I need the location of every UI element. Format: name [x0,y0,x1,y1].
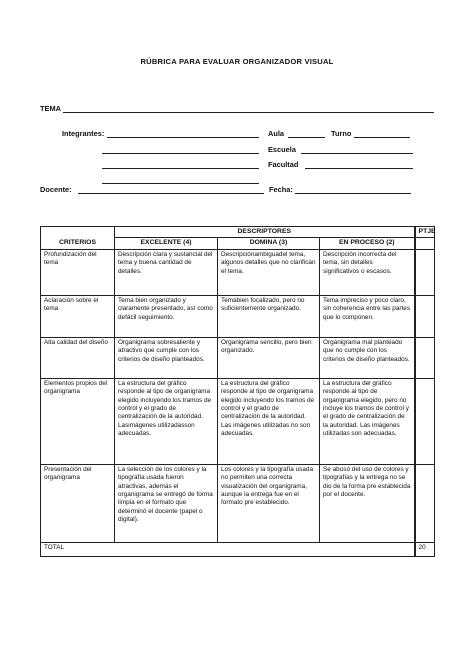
ptje-empty-header [415,238,435,249]
score-cell [415,337,435,378]
descriptor-cell: Se abusó del uso de colores y tipografías y la entrega no se dio de la forma pre establecida por el docente. [320,464,415,542]
integrantes-label: Integrantes: [62,129,105,138]
descriptor-cell: La estructura del gráfico responde al tipo de organigrama elegido incluyendo los tramos de control y el grado de centralización de la autoridad. Las imágenes utilizadas no son adecuadas. [218,378,320,464]
table-row [41,249,435,295]
descriptor-cell: Tema impreciso y poco claro, sin coherencia entre las partes que lo componen. [320,295,415,337]
criterion-cell: Alta calidad del diseño [41,337,115,378]
score-cell [415,378,435,464]
facultad-label: Facultad [268,160,299,169]
fecha-label: Fecha: [269,185,293,194]
descriptor-cell: La selección de los colores y la tipografía usada fueron atractivas, además el organigrama se entregó de forma limpia en el formato que determinó el docente (papel o digital). [115,464,218,542]
ptje-header: PTJE [415,227,435,238]
descriptor-cell: Descripción incorrecta del tema, sin detalles significativos o escasos. [320,249,415,295]
descriptor-cell: Organigrama mal planteado que no cumple con los criterios de diseño planteados. [320,337,415,378]
fecha-line [295,193,411,194]
score-cell [415,464,435,542]
level-header-excelente: EXCELENTE (4) [115,238,218,249]
escuela-label: Escuela [268,145,296,154]
criterion-cell: Aclaración sobre el tema [41,295,115,337]
descriptor-cell: La estructura del gráfico responde al tipo de organigrama elegido incluyendo los tramos de control y el grado de centralización de la autoridad. Lasimágenes utilizadasson adecuadas. [115,378,218,464]
score-cell [415,249,435,295]
score-cell [415,295,435,337]
descriptor-cell: Organigrama sobresaliente y atractivo que cumple con los criterios de diseño planteados. [115,337,218,378]
facultad-line [305,168,413,169]
rubric-table [40,226,435,557]
integrantes-line-1 [107,137,259,138]
criterion-cell: Presentación del organigrama [41,464,115,542]
docente-label: Docente: [40,185,72,194]
descriptores-header: DESCRIPTORES [115,227,415,238]
table-row [41,337,435,378]
turno-label: Turno [331,129,352,138]
docente-line [78,193,264,194]
integrantes-line-3 [102,168,259,169]
tema-label: TEMA [40,104,61,113]
level-header-en-proceso: EN PROCESO (2) [320,238,415,249]
criterion-cell: Profundización del tema [41,249,115,295]
criterios-header: CRITERIOS [41,238,115,249]
descriptor-cell: Descripción clara y sustancial del tema y buena cantidad de detalles. [115,249,218,295]
table-row [41,378,435,464]
aula-line [288,137,325,138]
document-title: RÚBRICA PARA EVALUAR ORGANIZADOR VISUAL [140,57,334,66]
table-row [41,464,435,542]
descriptor-cell: Tema bien organizado y claramente presentado, así como defácil seguimiento. [115,295,218,337]
total-row [41,542,435,556]
integrantes-line-2 [102,153,259,154]
corner-cell [41,227,115,238]
escuela-line [301,153,413,154]
descriptor-cell: Organigrama sencillo, pero bien organizado. [218,337,320,378]
descriptor-cell: Temabien focalizado, pero no suficientemente organizado. [218,295,320,337]
table-row [41,295,435,337]
descriptor-cell: La estructura del gráfico responde al tipo de organigrama elegido, pero no incluye los tramos de control y el grado de centralización de la autoridad. Las imágenes utilizadas son adecuadas. [320,378,415,464]
aula-label: Aula [268,129,285,138]
tema-line [63,112,434,113]
turno-line [354,137,410,138]
total-value: 20 [415,542,435,556]
descriptor-cell: Los colores y la tipografía usada no permiten una correcta visualización del organigrama, aunque la entrega fue en el formato pre establecido. [218,464,320,542]
descriptor-cell: Descripciónambiguadel tema, algunos detalles que no clarifican el tema. [218,249,320,295]
level-header-domina: DOMINA (3) [218,238,320,249]
total-label: TOTAL [41,542,415,556]
integrantes-line-4 [102,183,259,184]
criterion-cell: Elementos propios del organigrama [41,378,115,464]
